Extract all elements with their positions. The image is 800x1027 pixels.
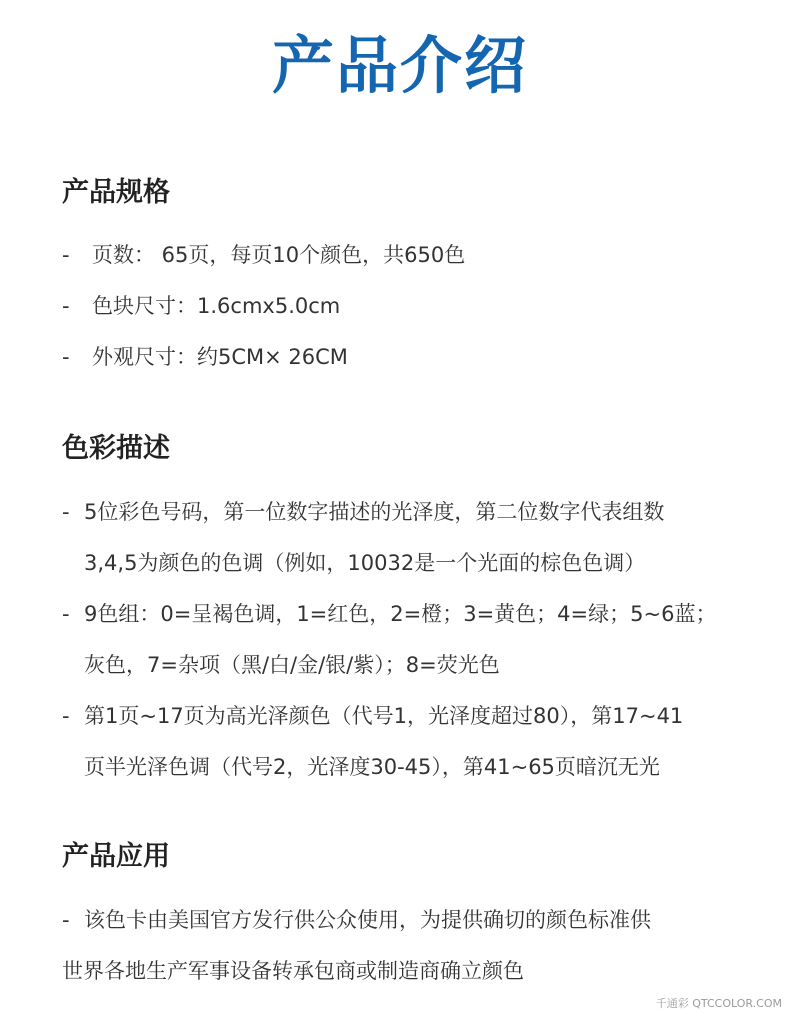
color-code-desc-line2: 3,4,5为颜色的色调（例如，10032是一个光面的棕色色调） [84, 551, 646, 575]
spec-outer-size-text: 外观尺寸：约5CM× 26CM [92, 345, 348, 369]
bullet-dash: - [62, 704, 70, 728]
watermark: 千通彩 QTCCOLOR.COM [655, 997, 782, 1010]
color-groups-line1: 9色组：0=呈褐色调，1=红色，2=橙；3=黄色；4=绿；5~6蓝； [84, 602, 717, 626]
bullet-dash: - [62, 243, 70, 267]
spec-pages-text: 页数： 65页，每页10个颜色，共650色 [92, 243, 466, 267]
usage-line1: 该色卡由美国官方发行供公众使用，为提供确切的颜色标准供 [84, 908, 651, 932]
color-groups-line2: 灰色，7=杂项（黑/白/金/银/紫）；8=荧光色 [84, 653, 500, 677]
section-heading-usage: 产品应用 [62, 841, 170, 872]
bullet-dash: - [62, 602, 70, 626]
color-code-desc-line1: 5位彩色号码，第一位数字描述的光泽度，第二位数字代表组数 [84, 500, 665, 524]
section-heading-spec: 产品规格 [62, 177, 170, 208]
bullet-dash: - [62, 345, 70, 369]
gloss-pages-line2: 页半光泽色调（代号2，光泽度30-45），第41~65页暗沉无光 [84, 755, 660, 779]
bullet-dash: - [62, 294, 70, 318]
gloss-pages-line1: 第1页~17页为高光泽颜色（代号1，光泽度超过80），第17~41 [84, 704, 684, 728]
bullet-dash: - [62, 908, 70, 932]
section-heading-color: 色彩描述 [62, 433, 170, 464]
spec-swatch-size-text: 色块尺寸：1.6cmx5.0cm [92, 294, 341, 318]
page-title: 产品介绍 [271, 29, 528, 102]
usage-line2: 世界各地生产军事设备转承包商或制造商确立颜色 [62, 959, 524, 983]
bullet-dash: - [62, 500, 70, 524]
